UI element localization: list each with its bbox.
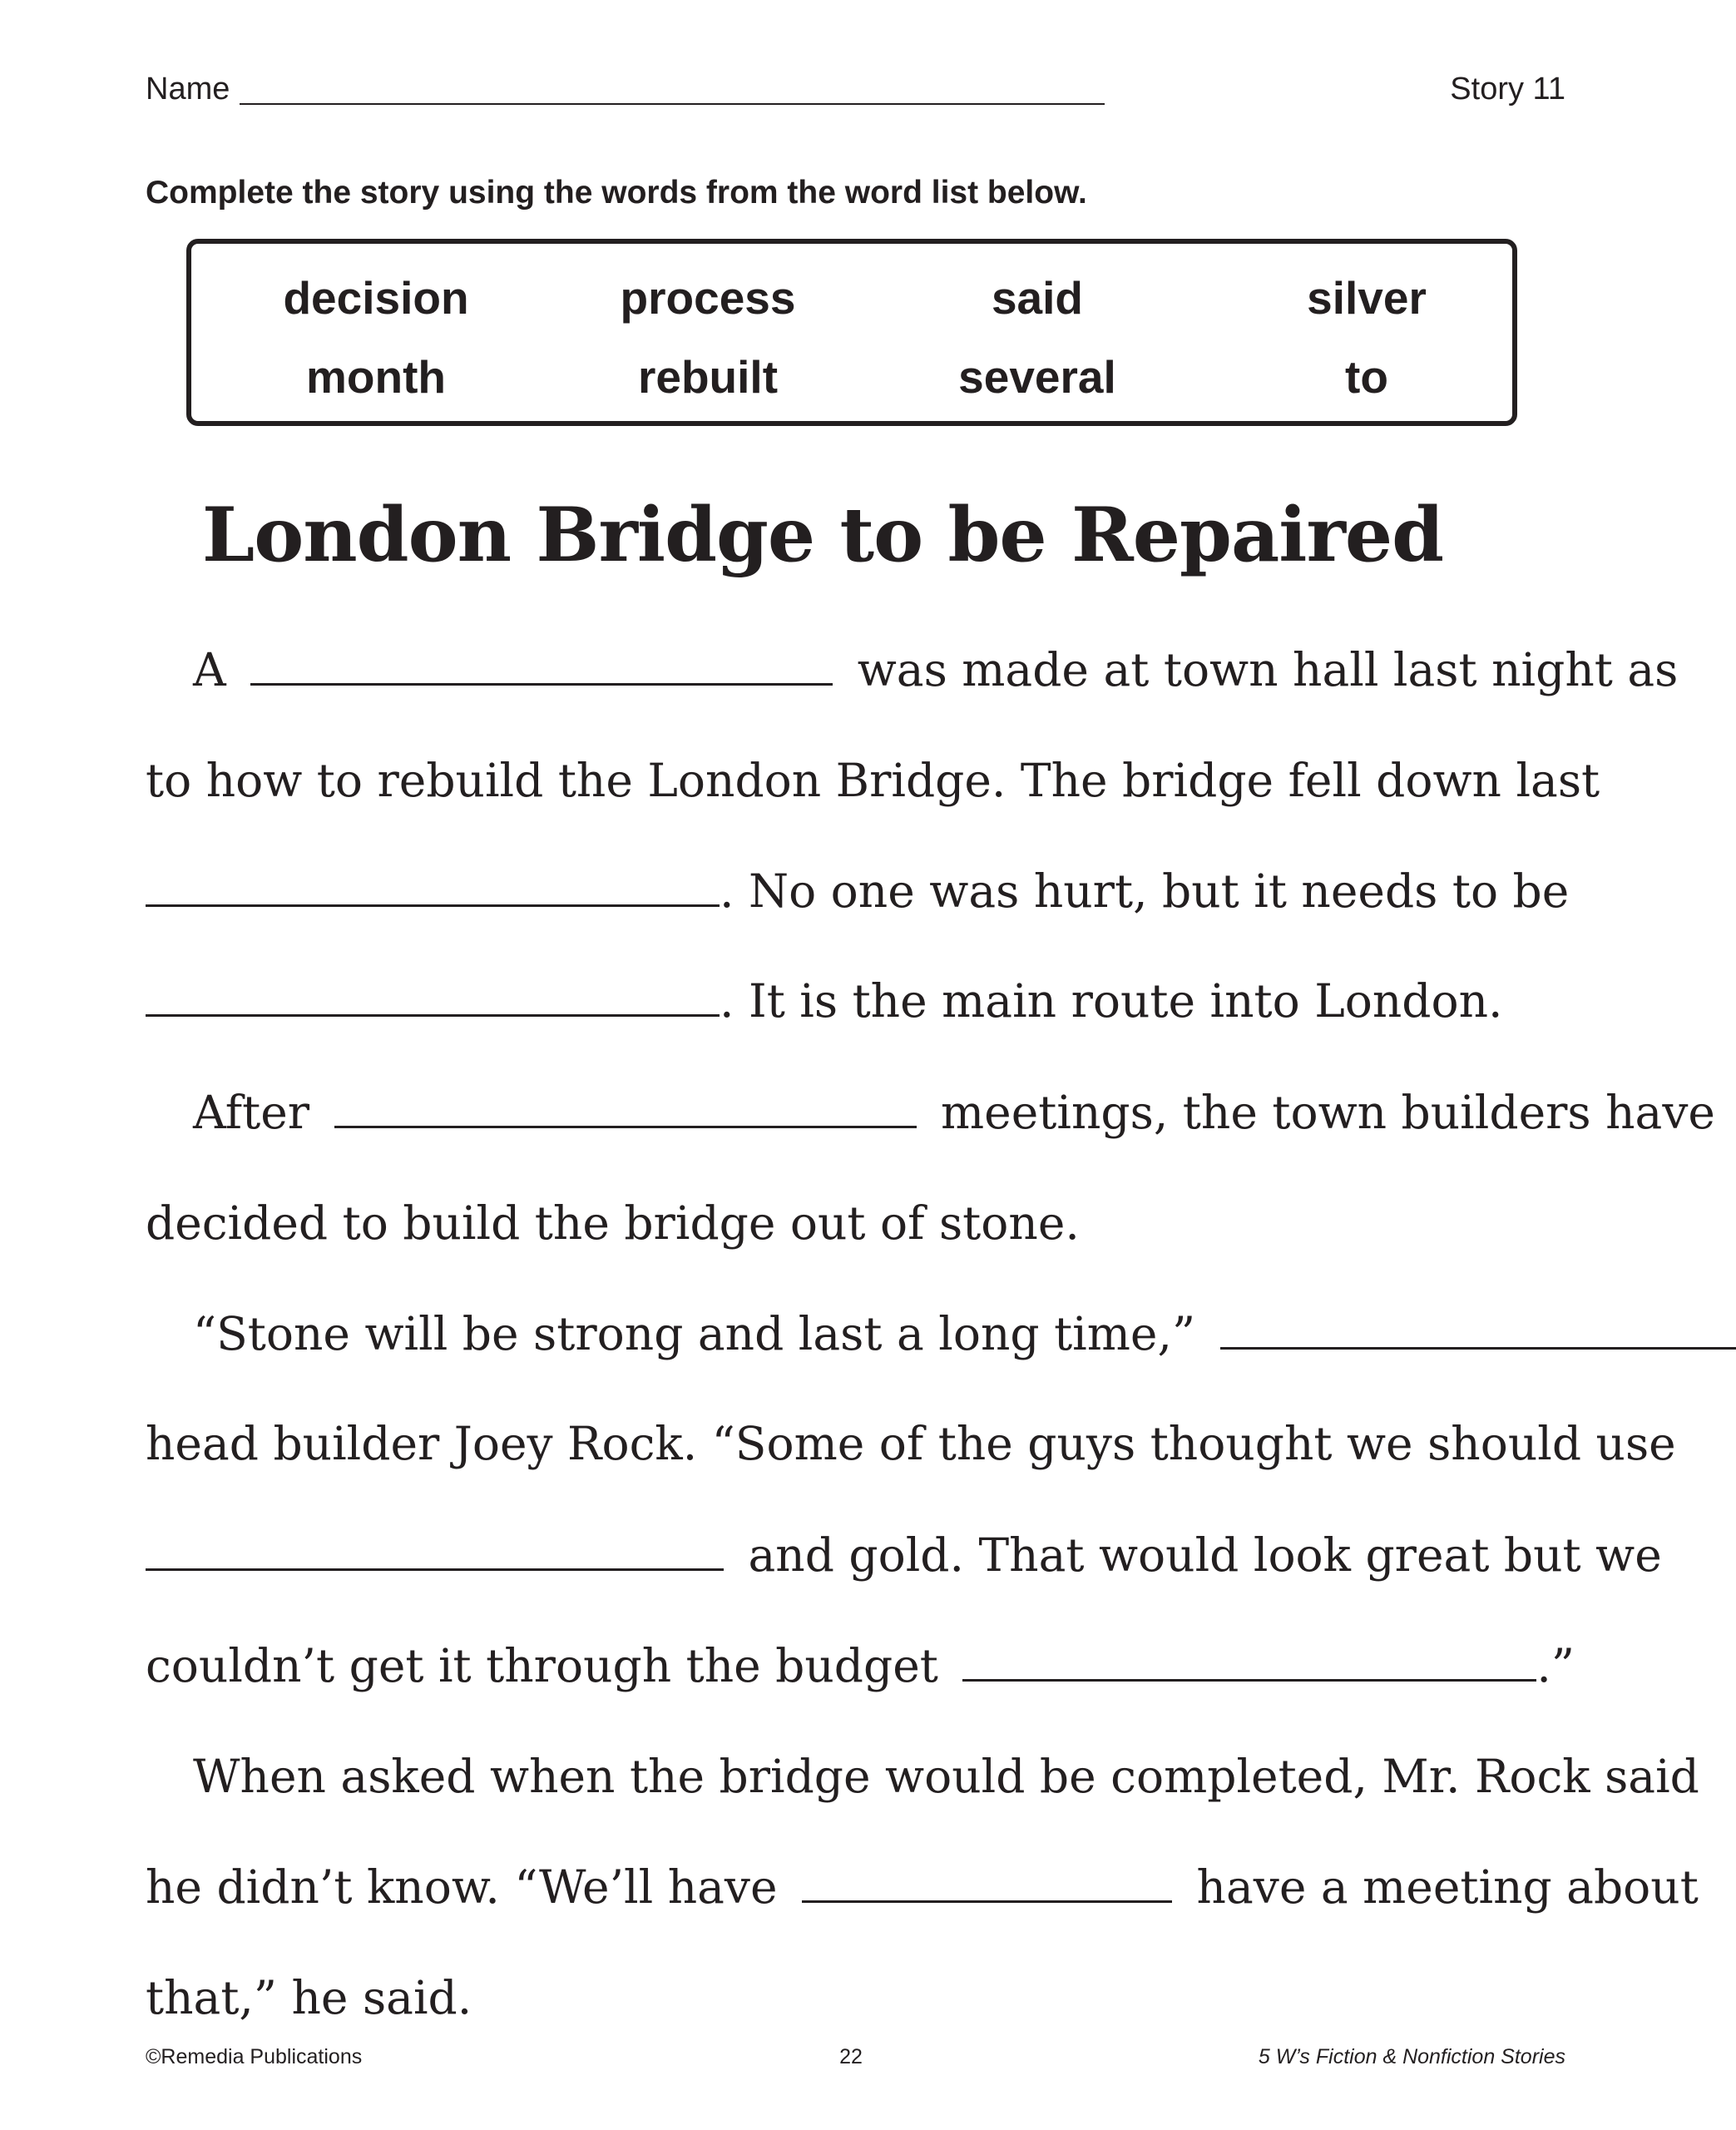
- answer-blank-3[interactable]: [146, 974, 720, 1017]
- answer-blank-7[interactable]: [962, 1639, 1536, 1682]
- answer-blank-1[interactable]: [250, 643, 833, 686]
- word-item: decision: [283, 272, 469, 324]
- name-blank[interactable]: [240, 103, 1105, 105]
- word-item: process: [620, 272, 796, 324]
- story-text: After: [193, 1086, 310, 1139]
- footer-page-number: 22: [839, 2045, 863, 2068]
- answer-blank-6[interactable]: [146, 1528, 724, 1571]
- story-text: When asked when the bridge would be completed, Mr. Rock said: [193, 1750, 1699, 1803]
- answer-blank-8[interactable]: [802, 1860, 1172, 1903]
- story-text: “Stone will be strong and last a long time,”: [193, 1307, 1196, 1360]
- word-item: said: [991, 272, 1084, 324]
- story-text: have a meeting about: [1196, 1860, 1699, 1914]
- story-text: . It is the main route into London.: [720, 974, 1503, 1028]
- word-item: several: [958, 351, 1116, 403]
- story-text: A: [193, 643, 226, 696]
- story-text: couldn’t get it through the budget: [146, 1639, 938, 1692]
- answer-blank-4[interactable]: [334, 1086, 917, 1128]
- story-text: meetings, the town builders have: [941, 1086, 1715, 1139]
- story-line-9: [146, 1526, 1662, 1584]
- story-text: that,” he said.: [146, 1971, 472, 2024]
- footer-book-title: 5 W’s Fiction & Nonfiction Stories: [1258, 2045, 1565, 2068]
- story-text: and gold. That would look great but we: [748, 1528, 1662, 1582]
- story-line-6: [146, 1194, 1080, 1252]
- story-text: head builder Joey Rock. “Some of the guys thought we should use: [146, 1417, 1676, 1470]
- story-text: was made at town hall last night as: [857, 643, 1679, 696]
- story-line-1: [193, 641, 1678, 699]
- story-text: he didn’t know. “We’ll have: [146, 1860, 778, 1914]
- story-line-12: [146, 1858, 1699, 1916]
- word-item: silver: [1307, 272, 1427, 324]
- story-line-8: [146, 1414, 1676, 1473]
- word-item: to: [1345, 351, 1388, 403]
- story-number: Story 11: [1450, 72, 1565, 106]
- story-line-4: [146, 972, 1503, 1030]
- story-line-7: [193, 1305, 1736, 1363]
- instructions: Complete the story using the words from the word list below.: [146, 175, 1087, 211]
- footer-publisher: ©Remedia Publications: [146, 2045, 363, 2068]
- story-line-2: [146, 751, 1600, 810]
- word-item: rebuilt: [637, 351, 779, 403]
- answer-blank-2[interactable]: [146, 864, 720, 907]
- word-list-box: [186, 239, 1517, 426]
- story-text: .”: [1536, 1639, 1575, 1692]
- word-item: month: [305, 351, 446, 403]
- story-line-11: [193, 1747, 1699, 1806]
- answer-blank-5[interactable]: [1220, 1307, 1736, 1350]
- name-label: Name: [146, 72, 230, 106]
- story-text: . No one was hurt, but it needs to be: [720, 864, 1570, 918]
- story-text: decided to build the bridge out of stone.: [146, 1196, 1080, 1250]
- story-line-13: [146, 1969, 472, 2027]
- story-text: to how to rebuild the London Bridge. The bridge fell down last: [146, 754, 1600, 807]
- story-line-10: [146, 1637, 1575, 1695]
- story-title: London Bridge to be Repaired: [201, 491, 1444, 579]
- story-line-5: [193, 1083, 1715, 1142]
- story-line-3: [146, 862, 1569, 920]
